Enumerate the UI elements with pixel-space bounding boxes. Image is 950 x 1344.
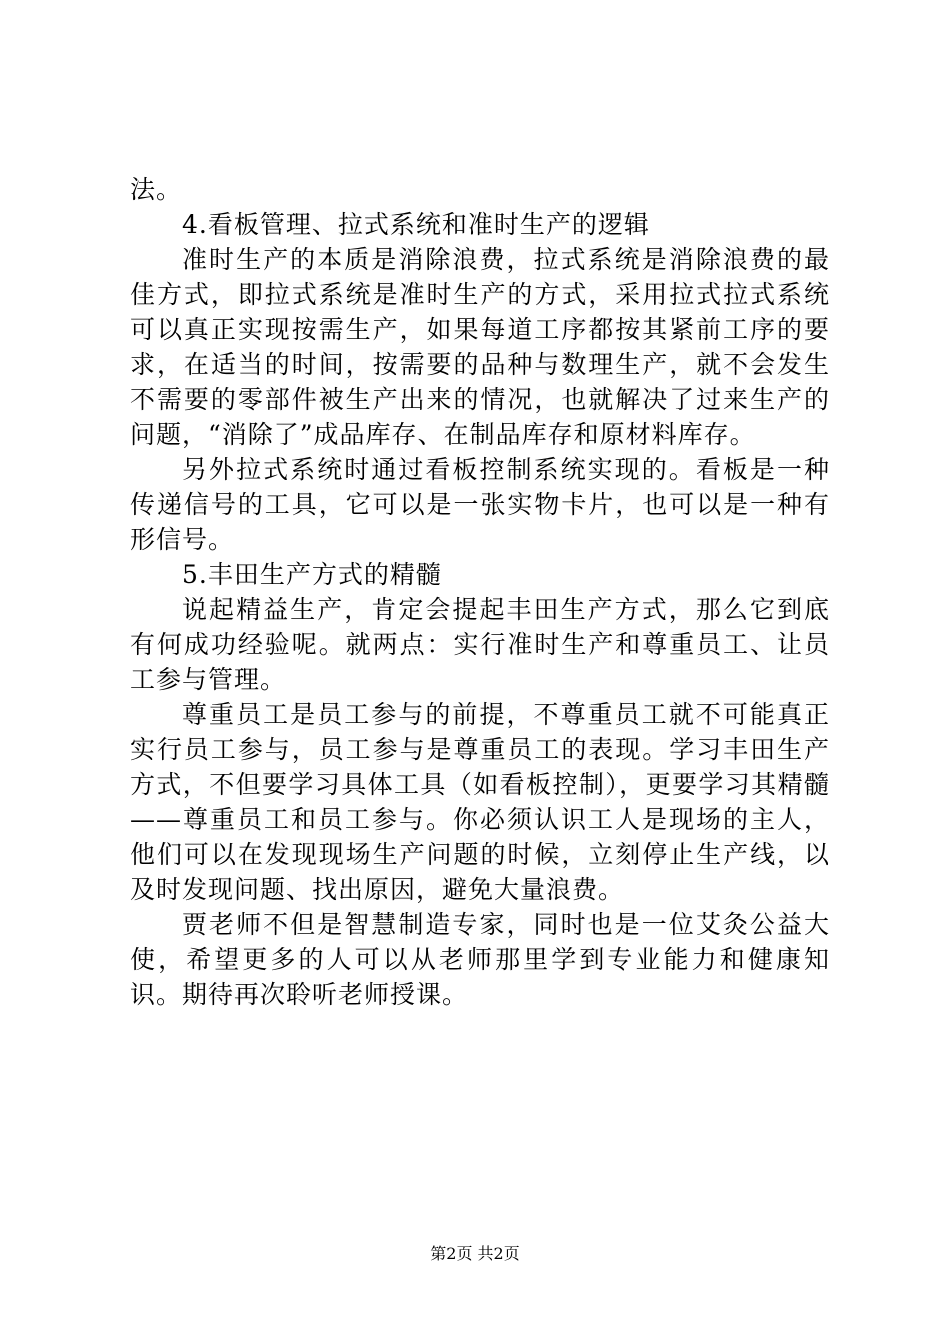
- body-paragraph: 准时生产的本质是消除浪费，拉式系统是消除浪费的最佳方式，即拉式系统是准时生产的方式，采用拉式拉式系统可以真正实现按需生产，如果每道工序都按其紧前工序的要求，在适当的时间，按需要的品种与数理生产，就不会发生不需要的零部件被生产出来的情况，也就解决了过来生产的问题，“消除了”成品库存、在制品库存和原材料库存。: [130, 245, 830, 449]
- document-body: [130, 172, 830, 1012]
- paragraph-continuation: 法。: [130, 175, 183, 204]
- body-paragraph: 另外拉式系统时通过看板控制系统实现的。看板是一种传递信号的工具，它可以是一张实物卡片，也可以是一种有形信号。: [130, 455, 830, 554]
- section-heading-4: 4.看板管理、拉式系统和准时生产的逻辑: [182, 210, 650, 239]
- body-paragraph: 尊重员工是员工参与的前提，不尊重员工就不可能真正实行员工参与，员工参与是尊重员工的表现。学习丰田生产方式，不但要学习具体工具（如看板控制），更要学习其精髓——尊重员工和员工参与。你必须认识工人是现场的主人，他们可以在发现现场生产问题的时候，立刻停止生产线，以及时发现问题、找出原因，避免大量浪费。: [130, 700, 830, 904]
- page-footer: 第2页 共2页: [430, 1244, 520, 1263]
- body-paragraph: 贾老师不但是智慧制造专家，同时也是一位艾灸公益大使，希望更多的人可以从老师那里学到专业能力和健康知识。期待再次聆听老师授课。: [130, 910, 830, 1009]
- body-paragraph: 说起精益生产，肯定会提起丰田生产方式，那么它到底有何成功经验呢。就两点：实行准时生产和尊重员工、让员工参与管理。: [130, 595, 830, 694]
- section-heading-5: 5.丰田生产方式的精髓: [182, 560, 442, 589]
